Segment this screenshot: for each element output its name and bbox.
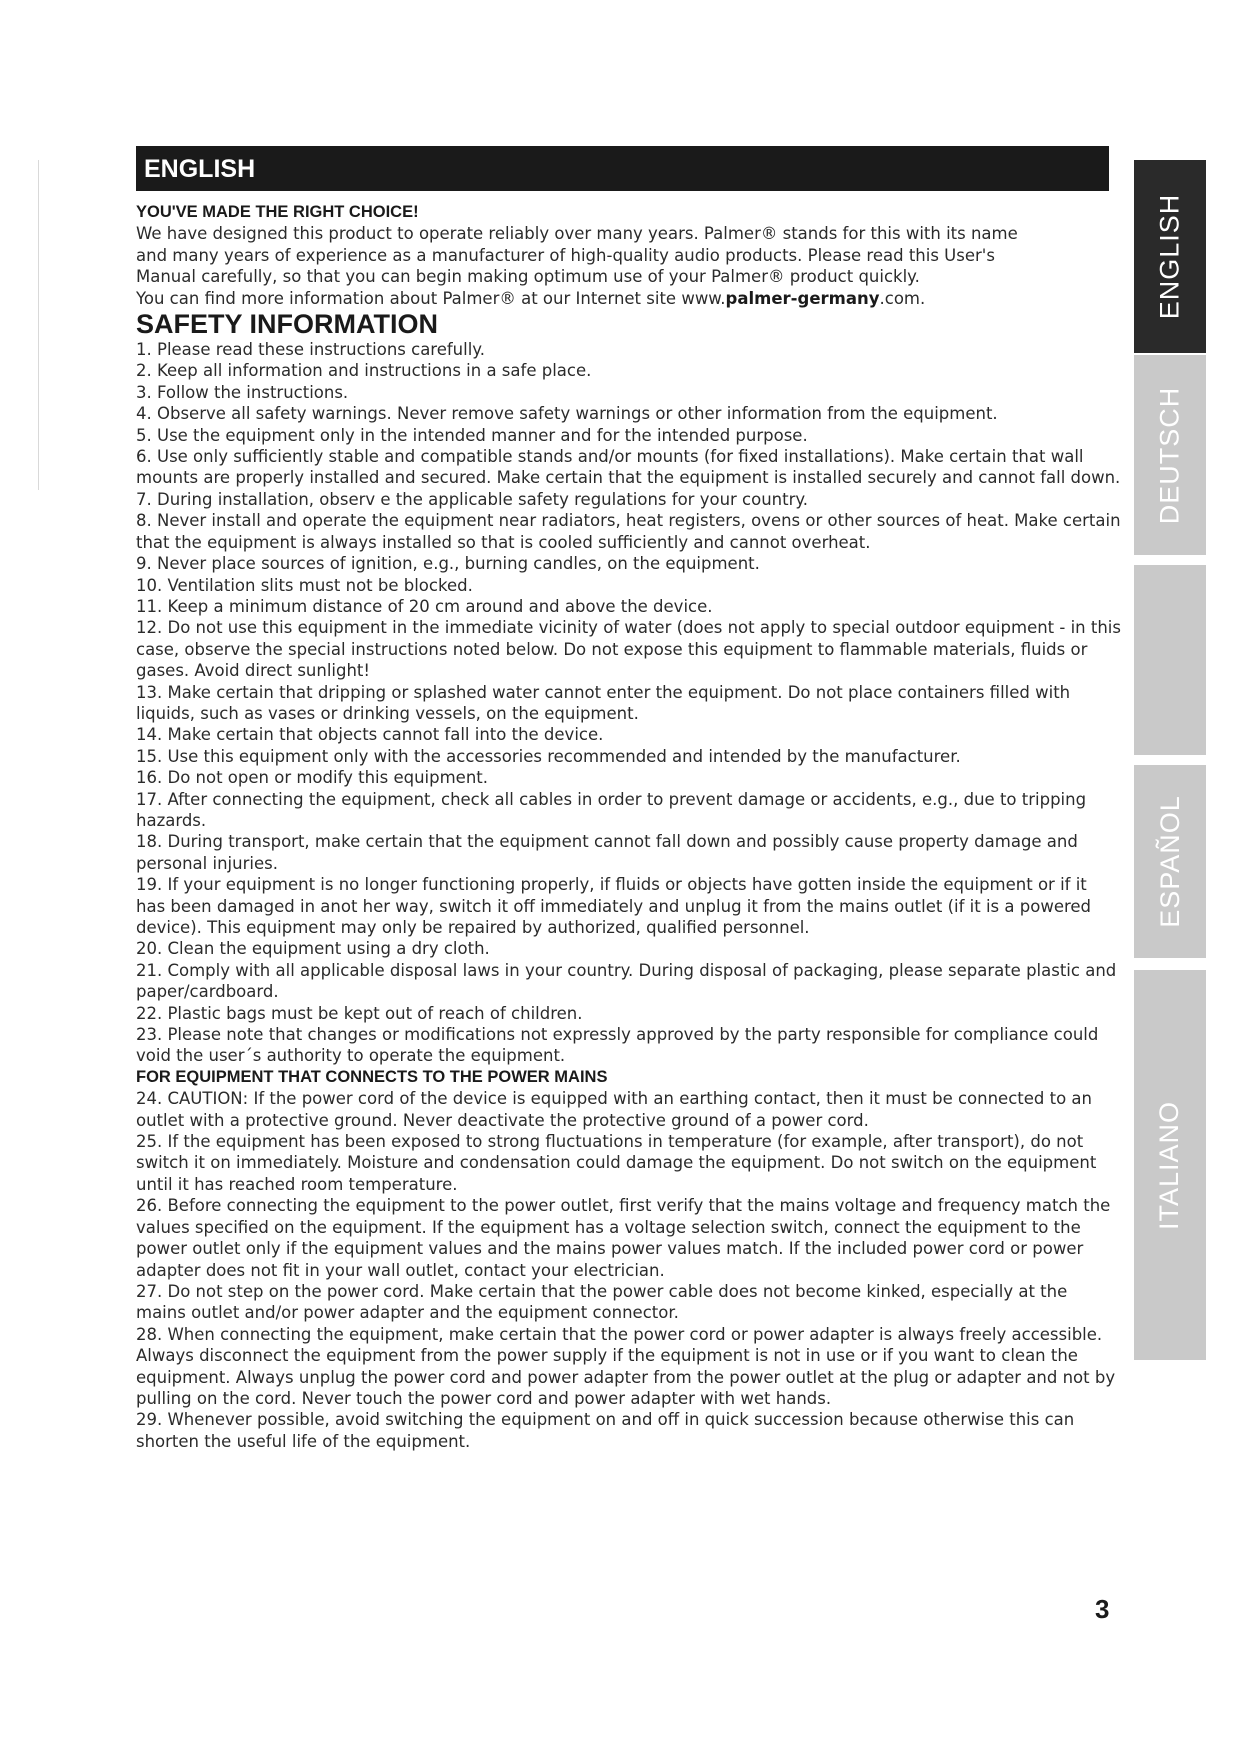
tab-espanol-label: ESPAÑOL [1154,795,1185,928]
tab-espanol[interactable] [1134,765,1206,958]
mains-item: 27. Do not step on the power cord. Make certain that the power cable does not become kinked, especially at the mains outlet and/or power adapter and the equipment connector. [136,1281,1068,1323]
safety-item: 21. Comply with all applicable disposal laws in your country. During disposal of packaging, please separate plastic and paper/cardboard. [136,960,1117,1002]
website-domain: palmer-germany [725,288,880,308]
intro-heading: YOU'VE MADE THE RIGHT CHOICE! [136,203,419,221]
mains-item: 24. CAUTION: If the power cord of the device is equipped with an earthing contact, then it must be connected to an outlet with a protective ground. Never deactivate the protective ground of a power cord. [136,1089,1092,1130]
safety-item: 8. Never install and operate the equipment near radiators, heat registers, ovens or other sources of heat. Make certain that the equipment is always installed so that is cooled sufficiently and cannot overheat. [136,511,1121,552]
safety-item: 18. During transport, make certain that the equipment cannot fall down and possibly cause property damage and personal injuries. [136,832,1078,873]
safety-item: 22. Plastic bags must be kept out of reach of children. [136,1003,583,1023]
safety-item: 20. Clean the equipment using a dry cloth. [136,939,490,959]
safety-item: 2. Keep all information and instructions in a safe place. [136,361,592,381]
intro-line-website [136,288,1121,309]
safety-item: 16. Do not open or modify this equipment. [136,768,488,788]
safety-item: 7. During installation, observ e the applicable safety regulations for your country. [136,489,809,509]
tab-deutsch-label: DEUTSCH [1154,386,1185,524]
tab-english[interactable] [1134,160,1206,353]
safety-item: 23. Please note that changes or modifications not expressly approved by the party responsible for compliance could void the user´s authority to operate the equipment. [136,1025,1099,1066]
safety-item: 19. If your equipment is no longer functioning properly, if fluids or objects have gotten inside the equipment or if it has been damaged in anot her way, switch it off immediately and unplug it from the mains outlet (if it is a powered device). This equipment may only be repaired by authorized, qualified personnel. [136,875,1092,937]
margin-rule [38,160,39,490]
safety-item: 6. Use only sufficiently stable and compatible stands and/or mounts (for fixed installations). Make certain that wall mounts are properly installed and secured. Make certain that the equipment is installed securely and cannot fall down. [136,447,1121,488]
website-prefix: You can find more information about Palmer® at our Internet site www. [136,288,726,308]
safety-item: 1. Please read these instructions carefully. [136,340,485,360]
mains-item: 26. Before connecting the equipment to the power outlet, first verify that the mains voltage and frequency match the values specified on the equipment. If the equipment has a voltage selection switch, connect the equipment to the power outlet only if the equipment values and the mains power values match. If the included power cord or power adapter does not fit in your wall outlet, contact your electrician. [136,1196,1111,1280]
safety-item: 11. Keep a minimum distance of 20 cm around and above the device. [136,596,713,616]
safety-item: 13. Make certain that dripping or splashed water cannot enter the equipment. Do not place containers filled with liquids, such as vases or drinking vessels, on the equipment. [136,682,1071,723]
safety-item: 3. Follow the instructions. [136,382,349,402]
intro-line: Manual carefully, so that you can begin making optimum use of your Palmer® product quickly. [136,267,920,287]
intro-line: We have designed this product to operate reliably over many years. Palmer® stands for this with its name [136,224,1018,244]
intro-line: and many years of experience as a manufacturer of high-quality audio products. Please read this User's [136,245,995,265]
content [136,202,1121,1452]
language-banner: ENGLISH [136,146,1109,191]
tab-italiano[interactable] [1134,970,1206,1360]
tab-blank[interactable] [1134,565,1206,755]
language-tabs [1134,0,1206,1754]
safety-heading: SAFETY INFORMATION [136,309,438,340]
tab-deutsch[interactable] [1134,355,1206,555]
safety-item: 15. Use this equipment only with the accessories recommended and intended by the manufacturer. [136,746,961,766]
tab-italiano-label: ITALIANO [1154,1100,1185,1230]
mains-item: 25. If the equipment has been exposed to strong fluctuations in temperature (for example, after transport), do not switch it on immediately. Moisture and condensation could damage the equipment. Do not switch on the equipment until it has reached room temperature. [136,1132,1097,1194]
mains-item: 29. Whenever possible, avoid switching the equipment on and off in quick succession because otherwise this can shorten the useful life of the equipment. [136,1410,1075,1451]
safety-item: 17. After connecting the equipment, check all cables in order to prevent damage or accidents, e.g., due to tripping hazards. [136,789,1087,830]
mains-list [136,1088,1121,1452]
safety-list [136,339,1121,1067]
safety-item: 10. Ventilation slits must not be blocked. [136,575,473,595]
safety-item: 14. Make certain that objects cannot fall into the device. [136,725,604,745]
tab-english-label: ENGLISH [1154,193,1185,320]
safety-item: 4. Observe all safety warnings. Never remove safety warnings or other information from the equipment. [136,404,998,424]
page-number: 3 [1095,1594,1110,1624]
safety-item: 5. Use the equipment only in the intended manner and for the intended purpose. [136,425,808,445]
safety-item: 9. Never place sources of ignition, e.g., burning candles, on the equipment. [136,554,760,574]
mains-heading: FOR EQUIPMENT THAT CONNECTS TO THE POWER MAINS [136,1067,608,1086]
website-suffix: .com. [879,288,926,308]
mains-item: 28. When connecting the equipment, make certain that the power cord or power adapter is always freely accessible. Always disconnect the equipment from the power supply if the equipment is not in use or if you want to clean the equipment. Always unplug the power cord and power adapter from the power outlet at the plug or adapter and not by pulling on the cord. Never touch the power cord and power adapter with wet hands. [136,1324,1116,1408]
safety-item: 12. Do not use this equipment in the immediate vicinity of water (does not apply to special outdoor equipment - in this case, observe the special instructions noted below. Do not expose this equipment to flammable materials, fluids or gases. Avoid direct sunlight! [136,618,1121,681]
intro-text [136,223,1121,309]
